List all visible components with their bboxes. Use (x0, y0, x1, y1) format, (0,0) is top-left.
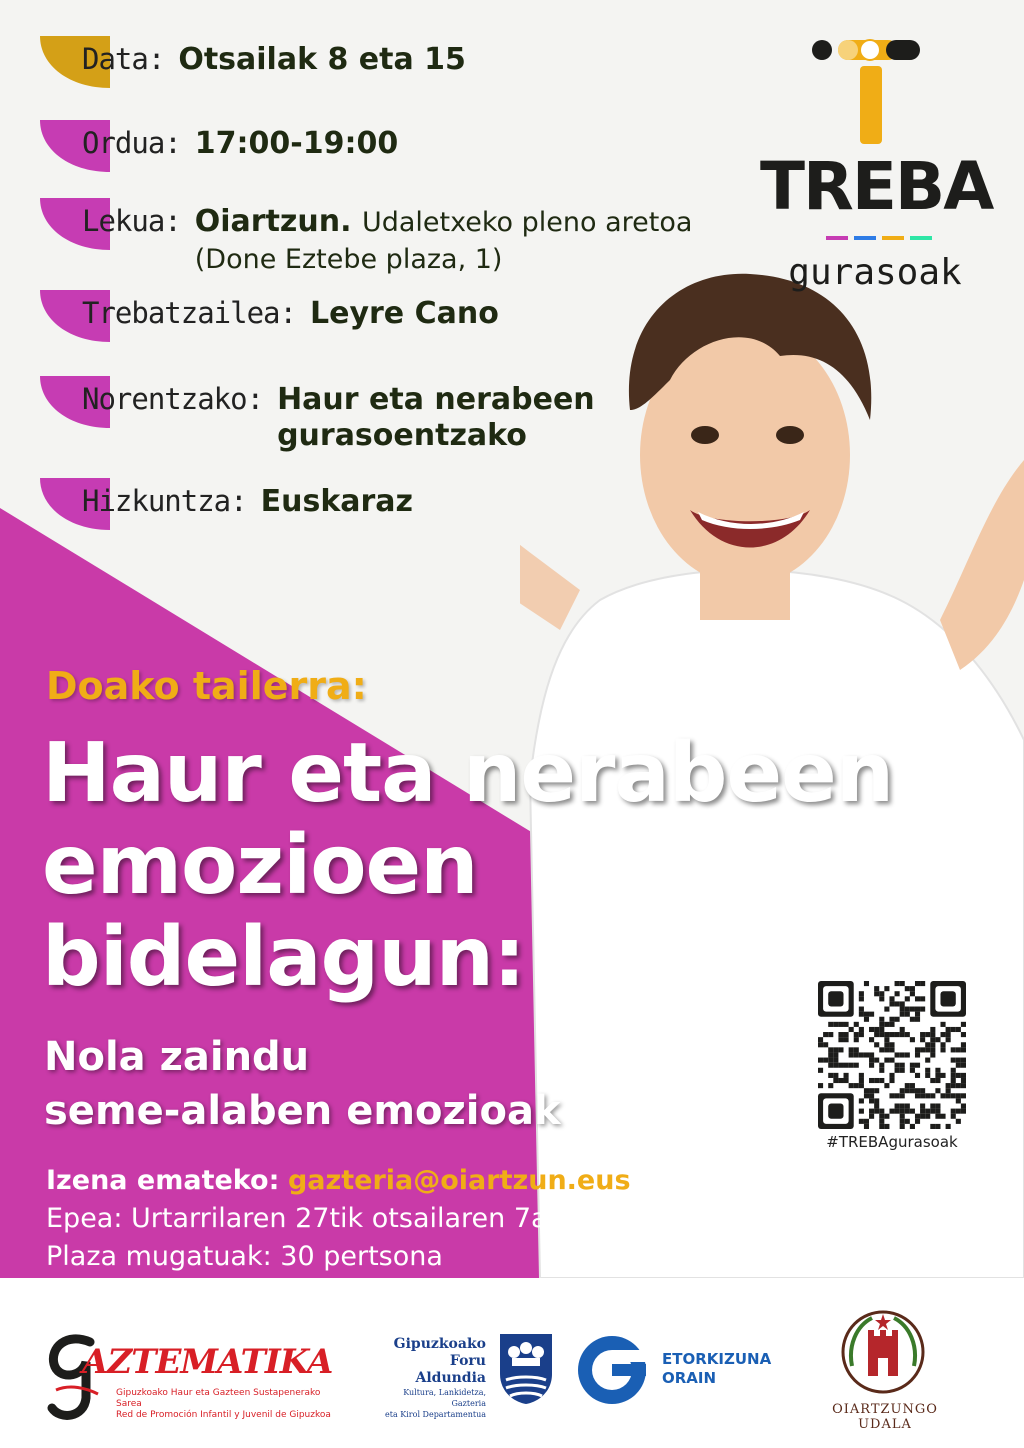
event-subtitle (44, 1030, 561, 1138)
gaztematika-tagline-es: Red de Promoción Infantil y Juvenil de Gipuzkoa (116, 1410, 331, 1420)
treba-t-icon (760, 30, 990, 150)
etorkizuna-orain-text (662, 1350, 771, 1388)
etorkizuna-line2: ORAIN (662, 1369, 717, 1387)
info-row-date (40, 36, 466, 88)
info-row-trainer (40, 290, 499, 342)
qr-code-card[interactable] (793, 967, 991, 1165)
info-label: Norentzako: (82, 382, 264, 416)
info-label: Trebatzailea: (82, 296, 296, 330)
registration-line (46, 1162, 759, 1200)
event-headline (42, 728, 893, 1004)
gfa-line1: Gipuzkoako (393, 1336, 486, 1352)
headline-line: Haur eta nerabeen (42, 726, 894, 821)
place-venue: Udaletxeko pleno aretoa (361, 207, 693, 238)
oiartzun-castle-icon (838, 1306, 928, 1398)
oiartzungo-udala-text (820, 1402, 950, 1432)
audience-line1: Haur eta nerabeen (277, 382, 595, 417)
registration-period: Epea: Urtarrilaren 27tik otsailaren 7arte (biak barne) (46, 1203, 759, 1234)
headline-line: bidelagun: (42, 910, 525, 1005)
info-row-place (40, 198, 692, 278)
registration-places: Plaza mugatuak: 30 pertsona (46, 1241, 443, 1272)
subtitle-line: Nola zaindu (44, 1034, 310, 1080)
footer-logos (0, 1278, 1024, 1448)
registration-email-link[interactable]: gazteria@oiartzun.eus (287, 1165, 631, 1196)
info-row-time (40, 120, 398, 172)
info-value: Leyre Cano (309, 296, 499, 331)
gfa-dept2: eta Kirol Departamentua (385, 1410, 486, 1419)
etorkizuna-line1: ETORKIZUNA (662, 1350, 772, 1368)
info-label: Hizkuntza: (82, 484, 247, 518)
audience-line2: gurasoentzako (277, 418, 527, 453)
info-label: Ordua: (82, 126, 181, 160)
brand-subtitle: gurasoak (788, 252, 962, 293)
info-value (277, 376, 595, 454)
brand-color-bars (760, 236, 990, 244)
oiartzun-line1: OIARTZUNGO (832, 1402, 938, 1417)
info-value: Euskaraz (260, 484, 414, 519)
gipuzkoa-foru-aldundia-text (382, 1336, 486, 1420)
info-label: Lekua: (82, 204, 181, 238)
qr-hashtag: #TREBAgurasoak (826, 1133, 958, 1151)
gfa-line2: Foru Aldundia (415, 1353, 486, 1386)
qr-code-icon[interactable] (813, 981, 971, 1129)
gaztematika-tagline (116, 1388, 336, 1421)
place-town: Oiartzun. (194, 204, 352, 239)
info-value (195, 198, 693, 278)
etorkizuna-orain-g-icon (574, 1332, 654, 1408)
gaztematika-tagline-eu: Gipuzkoako Haur eta Gazteen Sustapenerako Sarea (116, 1388, 321, 1409)
gaztematika-name: AZTEMATIKA (82, 1342, 333, 1382)
gfa-dept1: Kultura, Lankidetza, Gazteria (403, 1388, 486, 1408)
gaztematika-logo (46, 1328, 336, 1428)
info-value: 17:00-19:00 (194, 126, 399, 161)
info-row-language (40, 478, 413, 530)
brand-name: TREBA (760, 148, 993, 225)
info-value: Otsailak 8 eta 15 (178, 42, 466, 77)
oiartzun-line2: UDALA (858, 1417, 912, 1432)
place-address: (Done Eztebe plaza, 1) (194, 244, 503, 275)
info-row-audience (40, 376, 595, 454)
headline-line: emozioen (42, 818, 478, 913)
info-label: Data: (82, 42, 165, 76)
registration-label: Izena emateko: (46, 1165, 280, 1196)
treba-logo (760, 30, 993, 293)
event-kicker: Doako tailerra: (46, 664, 367, 708)
gipuzkoa-shield-icon (496, 1330, 556, 1406)
subtitle-line: seme-alaben emozioak (44, 1088, 561, 1134)
registration-info (46, 1162, 759, 1276)
